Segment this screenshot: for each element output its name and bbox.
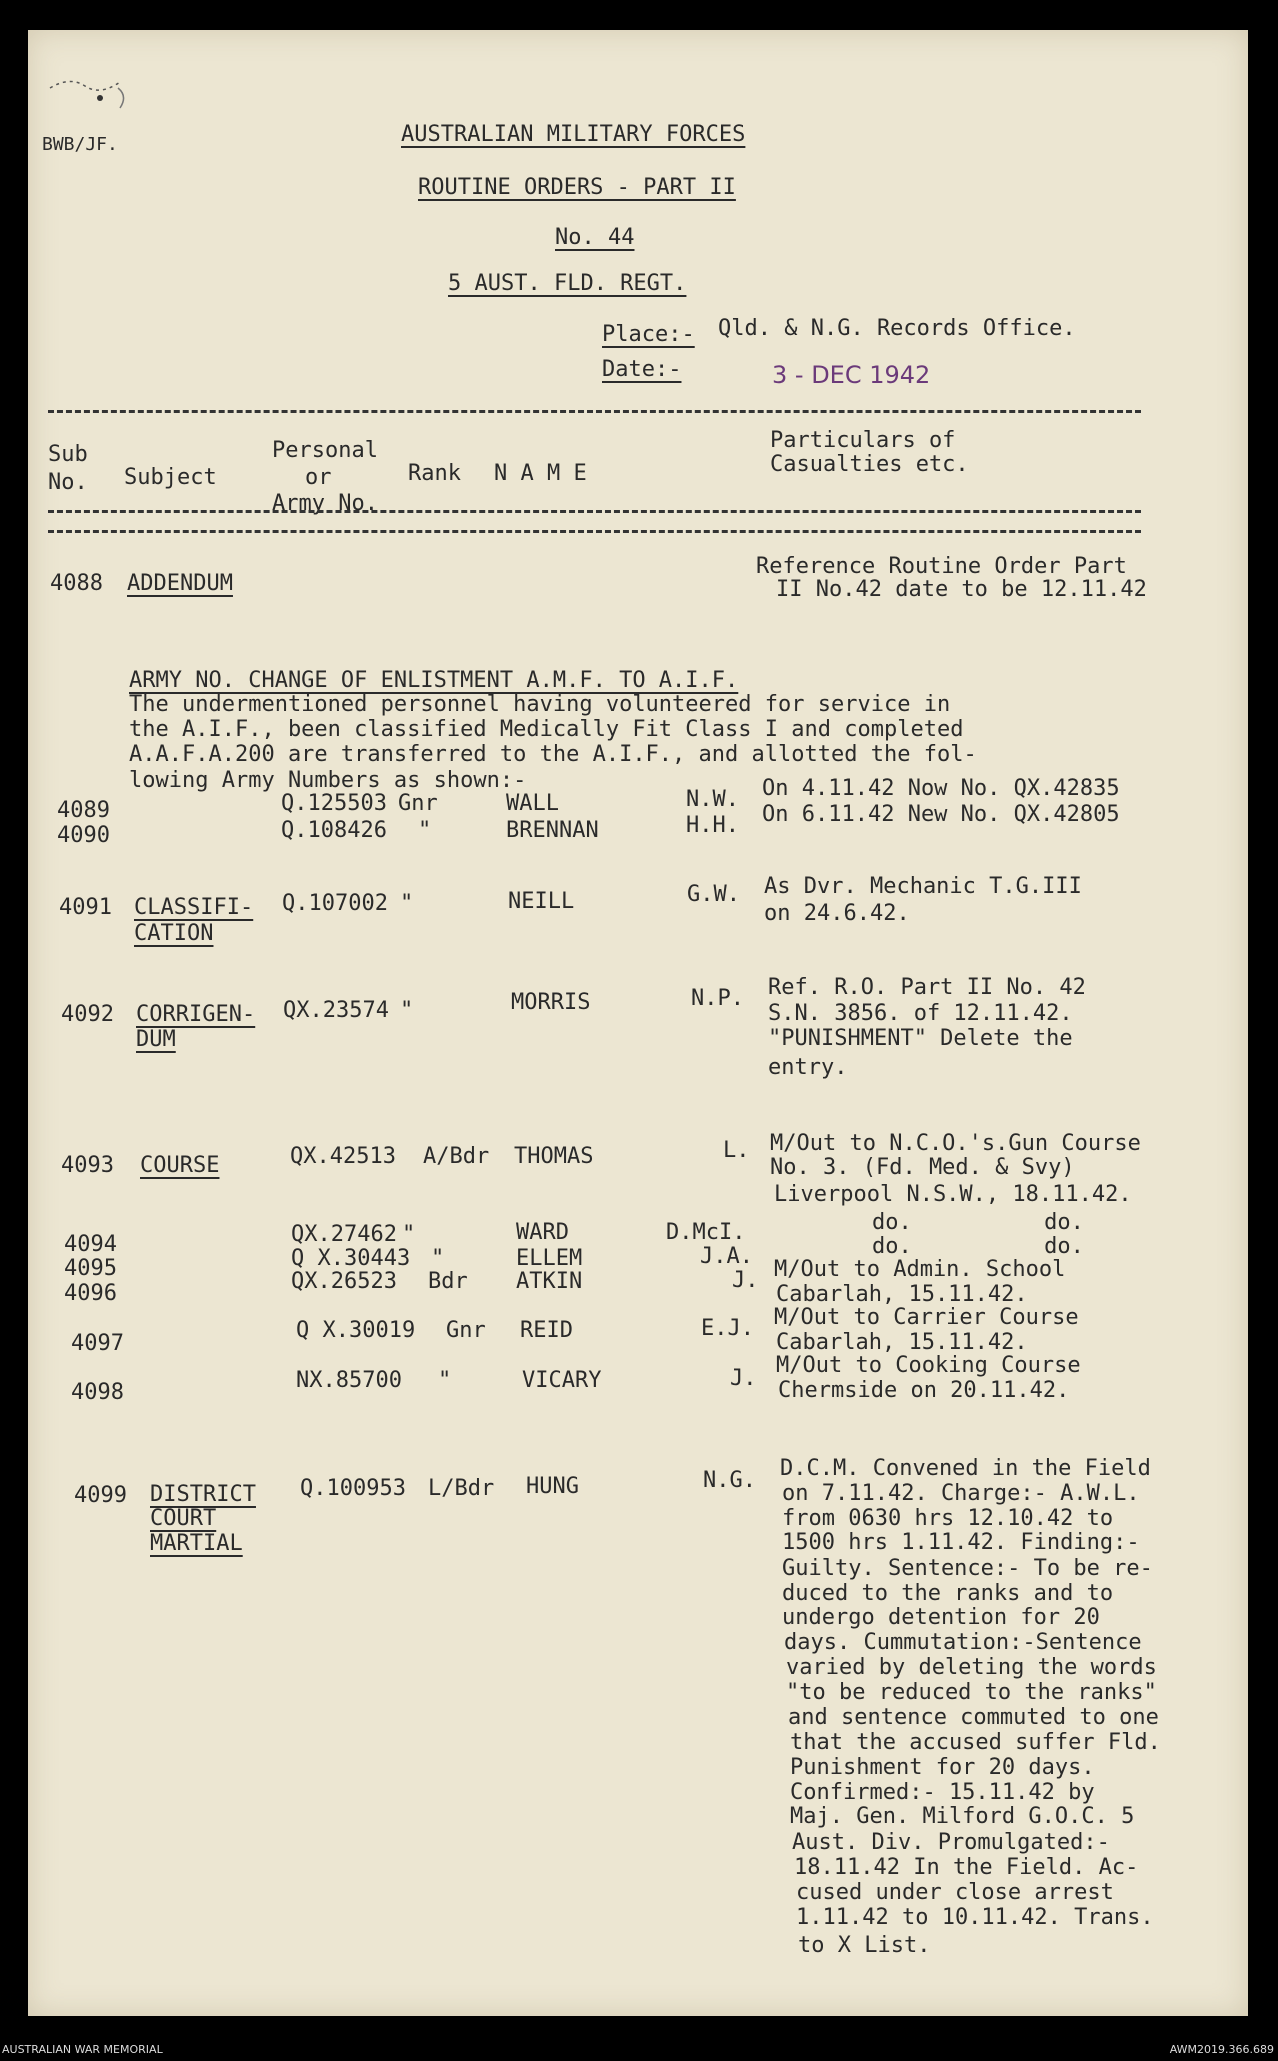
entry-no: 4097 [71, 1331, 124, 1356]
entry-name: ATKIN [516, 1269, 583, 1294]
date-stamp: 3 - DEC 1942 [772, 361, 931, 389]
entry-no: 4091 [59, 895, 112, 920]
entry-initials: N.G. [703, 1468, 756, 1493]
entry-particulars: entry. [768, 1055, 848, 1080]
entry-particulars: do. do. [872, 1234, 1084, 1259]
footer-accession: AWM2019.366.689 [1169, 2043, 1274, 2056]
particulars-line: undergo detention for 20 [782, 1605, 1100, 1630]
entry-subject: ADDENDUM [127, 571, 233, 596]
particulars-line: cused under close arrest [796, 1880, 1114, 1905]
header-rule-mid [48, 510, 1141, 513]
entry-name: MORRIS [511, 990, 591, 1015]
entry-subject-line: CLASSIFI- [134, 895, 254, 920]
particulars-line: D.C.M. Convened in the Field [780, 1456, 1151, 1481]
entry-no: 4096 [64, 1281, 117, 1306]
entry-rank: " [431, 1246, 445, 1271]
particulars-line: Punishment for 20 days. [790, 1755, 1095, 1780]
entry-particulars: Liverpool N.S.W., 18.11.42. [774, 1182, 1132, 1207]
entry-particulars: On 4.11.42 Now No. QX.42835 [762, 776, 1120, 801]
particulars-line: and sentence commuted to one [788, 1705, 1159, 1730]
entry-particulars: Cabarlah, 15.11.42. [776, 1282, 1028, 1307]
section-paragraph: the A.I.F., been classified Medically Fit Class I and completed [129, 717, 964, 742]
entry-initials: L. [723, 1138, 750, 1163]
entry-no: 4099 [74, 1483, 127, 1508]
entry-army-no: Q X.30019 [296, 1318, 416, 1343]
date-label: Date:- [602, 357, 682, 382]
entry-name: BRENNAN [506, 818, 599, 843]
entry-initials: G.W. [687, 882, 740, 907]
entry-army-no: QX.27462 [291, 1222, 397, 1247]
entry-army-no: Q.125503 [281, 791, 387, 816]
entry-no: 4095 [64, 1256, 117, 1281]
org-title: AUSTRALIAN MILITARY FORCES [401, 122, 746, 147]
entry-particulars: No. 3. (Fd. Med. & Svy) [770, 1155, 1075, 1180]
entry-rank: Gnr [446, 1318, 486, 1343]
entry-particulars: As Dvr. Mechanic T.G.III [764, 874, 1082, 899]
col-no: No. [48, 470, 88, 495]
entry-rank: Bdr [428, 1269, 468, 1294]
place-label: Place:- [602, 322, 695, 347]
entry-no: 4089 [57, 798, 110, 823]
col-casualties: Casualties etc. [770, 452, 969, 477]
entry-no: 4088 [50, 571, 103, 596]
particulars-line: to X List. [798, 1933, 931, 1958]
entry-particulars: on 24.6.42. [764, 901, 910, 926]
reference-initials: BWB/JF. [42, 134, 118, 155]
entry-particulars: M/Out to Cooking Course [776, 1353, 1081, 1378]
entry-particulars: On 6.11.42 New No. QX.42805 [762, 802, 1120, 827]
entry-army-no: QX.26523 [291, 1269, 397, 1294]
col-name: N A M E [494, 461, 587, 486]
entry-name: WALL [506, 791, 559, 816]
entry-army-no: Q.107002 [282, 891, 388, 916]
entry-particulars: M/Out to Carrier Course [774, 1305, 1079, 1330]
entry-initials: E.J. [701, 1316, 754, 1341]
section-paragraph: A.A.F.A.200 are transferred to the A.I.F., and allotted the fol- [129, 742, 977, 767]
header-rule-bottom [48, 530, 1141, 533]
particulars-line: 1500 hrs 1.11.42. Finding:- [782, 1530, 1140, 1555]
place-value: Qld. & N.G. Records Office. [718, 316, 1076, 341]
entry-no: 4092 [61, 1002, 114, 1027]
col-personal: Personal [272, 438, 378, 463]
orders-number: No. 44 [555, 225, 635, 250]
entry-subject-line: CORRIGEN- [136, 1002, 256, 1027]
particulars-line: that the accused suffer Fld. [790, 1730, 1161, 1755]
entry-particulars: do. do. [872, 1210, 1084, 1235]
entry-army-no: Q.100953 [300, 1476, 406, 1501]
entry-initials: J. [730, 1366, 757, 1391]
entry-initials: J.A. [700, 1244, 753, 1269]
entry-name: HUNG [526, 1474, 579, 1499]
col-army-no: Army No. [272, 491, 378, 516]
entry-subject-line: MARTIAL [150, 1531, 243, 1556]
particulars-line: duced to the ranks and to [782, 1581, 1114, 1606]
entry-particulars: S.N. 3856. of 12.11.42. [768, 1001, 1073, 1026]
entry-subject-line: CATION [134, 921, 214, 946]
particulars-line: Guilty. Sentence:- To be re- [782, 1556, 1153, 1581]
entry-particulars: "PUNISHMENT" Delete the [768, 1026, 1073, 1051]
orders-title: ROUTINE ORDERS - PART II [418, 175, 736, 200]
entry-particulars: Chermside on 20.11.42. [778, 1378, 1070, 1403]
particulars-line: Confirmed:- 15.11.42 by [790, 1780, 1095, 1805]
entry-army-no: NX.85700 [296, 1368, 402, 1393]
entry-army-no: QX.42513 [290, 1144, 396, 1169]
entry-name: ELLEM [516, 1246, 583, 1271]
col-sub: Sub [48, 442, 88, 467]
particulars-line: 1.11.42 to 10.11.42. Trans. [796, 1905, 1154, 1930]
entry-no: 4090 [57, 823, 110, 848]
entry-name: NEILL [508, 889, 575, 914]
particulars-line: 18.11.42 In the Field. Ac- [794, 1855, 1139, 1880]
entry-initials: D.McI. [666, 1220, 746, 1245]
entry-subject-line: DISTRICT [150, 1482, 256, 1507]
particulars-line: "to be reduced to the ranks" [786, 1680, 1157, 1705]
entry-subject-line: DUM [136, 1027, 176, 1052]
particulars-line: Maj. Gen. Milford G.O.C. 5 [790, 1804, 1135, 1829]
entry-rank: A/Bdr [423, 1144, 490, 1169]
entry-name: VICARY [522, 1368, 602, 1393]
entry-rank: " [438, 1368, 452, 1393]
header-rule-top [48, 410, 1141, 413]
entry-particulars: M/Out to N.C.O.'s.Gun Course [770, 1131, 1141, 1156]
entry-name: THOMAS [514, 1144, 594, 1169]
entry-particulars: M/Out to Admin. School [774, 1257, 1066, 1282]
entry-particulars: Reference Routine Order Part [756, 554, 1127, 579]
col-subject: Subject [124, 465, 217, 490]
col-or: or [305, 465, 332, 490]
entry-rank: " [402, 1222, 416, 1247]
entry-army-no: QX.23574 [283, 998, 389, 1023]
handwritten-mark [40, 68, 130, 118]
particulars-line: varied by deleting the words [786, 1655, 1157, 1680]
particulars-line: days. Cummutation:-Sentence [784, 1630, 1142, 1655]
particulars-line: from 0630 hrs 12.10.42 to [782, 1506, 1114, 1531]
unit-name: 5 AUST. FLD. REGT. [448, 271, 687, 296]
entry-army-no: Q X.30443 [291, 1246, 411, 1271]
entry-particulars: Ref. R.O. Part II No. 42 [768, 975, 1086, 1000]
entry-rank: " [418, 818, 432, 843]
entry-no: 4093 [61, 1153, 114, 1178]
entry-rank: " [400, 891, 414, 916]
entry-initials: H.H. [686, 813, 739, 838]
entry-name: REID [520, 1318, 573, 1343]
particulars-line: Aust. Div. Promulgated:- [792, 1830, 1110, 1855]
entry-rank: " [400, 998, 414, 1023]
section-paragraph: lowing Army Numbers as shown:- [129, 768, 527, 793]
entry-initials: N.W. [686, 787, 739, 812]
section-heading: ARMY NO. CHANGE OF ENLISTMENT A.M.F. TO A.I.F. [129, 668, 739, 693]
entry-rank: L/Bdr [428, 1476, 495, 1501]
entry-particulars: II No.42 date to be 12.11.42 [776, 577, 1147, 602]
footer-source: AUSTRALIAN WAR MEMORIAL [2, 2043, 163, 2056]
entry-initials: N.P. [691, 986, 744, 1011]
entry-subject: COURSE [140, 1153, 220, 1178]
col-rank: Rank [408, 461, 461, 486]
entry-army-no: Q.108426 [281, 818, 387, 843]
col-particulars: Particulars of [770, 428, 956, 453]
entry-name: WARD [516, 1220, 569, 1245]
entry-particulars: Cabarlah, 15.11.42. [776, 1330, 1028, 1355]
entry-no: 4094 [64, 1232, 117, 1257]
entry-rank: Gnr [398, 791, 438, 816]
section-paragraph: The undermentioned personnel having volunteered for service in [129, 692, 951, 717]
particulars-line: on 7.11.42. Charge:- A.W.L. [782, 1481, 1140, 1506]
entry-no: 4098 [71, 1380, 124, 1405]
entry-initials: J. [732, 1268, 759, 1293]
entry-subject-line: COURT [150, 1506, 217, 1531]
